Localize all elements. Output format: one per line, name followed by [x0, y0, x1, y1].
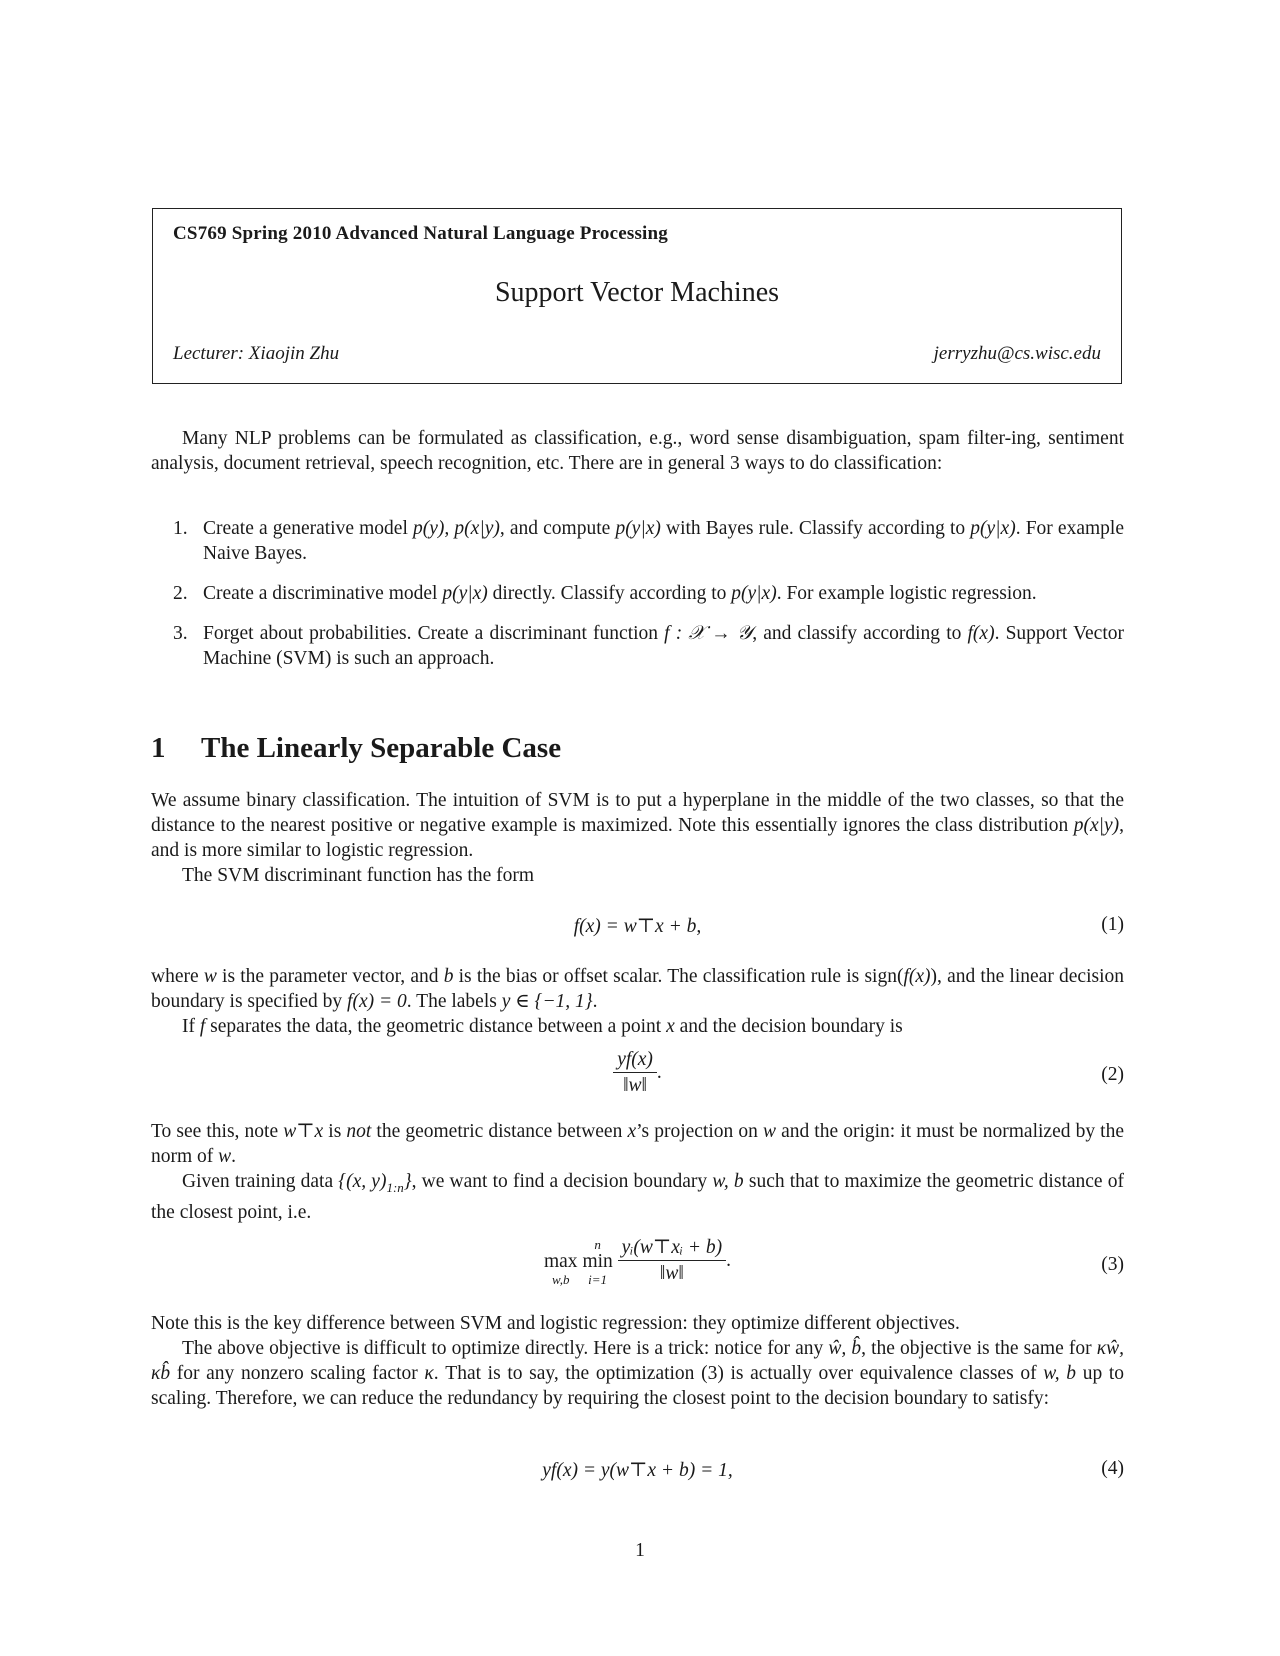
body-text: Given training data — [182, 1171, 339, 1192]
lecturer-email: jerryzhu@cs.wisc.edu — [933, 343, 1101, 364]
operator-subscript: w,b — [552, 1271, 570, 1287]
list-text: . Support Vector Machine (SVM) is such an approach. — [203, 623, 1124, 669]
math-inline: } — [403, 1171, 412, 1192]
equation-number: (4) — [1101, 1458, 1124, 1479]
math-inline: κ — [424, 1363, 434, 1384]
section-heading — [151, 732, 561, 765]
body-text: is the parameter vector, and — [216, 966, 444, 987]
body-text: and the decision boundary is — [674, 1016, 903, 1037]
fraction-denominator: ‖w‖ — [659, 1263, 684, 1284]
math-inline: w — [218, 1146, 232, 1167]
math-inline: b — [443, 966, 454, 987]
lecture-title: Support Vector Machines — [494, 277, 780, 308]
equation-3 — [151, 1236, 1124, 1296]
body-text: ), and the linear decision boundary is specified by — [151, 966, 1124, 1012]
body-paragraph — [151, 1169, 1124, 1225]
math-inline: w⊤x — [283, 1121, 324, 1142]
list-text: , and classify according to — [752, 623, 968, 644]
equation-2 — [151, 1048, 1124, 1104]
operator-superscript: n — [594, 1236, 601, 1252]
course-title: CS769 Spring 2010 Advanced Natural Language Processing — [173, 223, 669, 244]
body-text: for any nonzero scaling factor — [170, 1363, 425, 1384]
math-inline: p(y|x) — [731, 583, 777, 604]
equation-body: yf(x) = y(w⊤x + b) = 1, — [542, 1460, 733, 1481]
min-operator — [582, 1237, 612, 1287]
equation-number: (2) — [1101, 1064, 1124, 1085]
list-text: directly. Classify according to — [487, 583, 732, 604]
math-inline: y ∈ {−1, 1} — [501, 991, 593, 1012]
math-inline: f — [199, 1016, 206, 1037]
operator-subscript: i=1 — [588, 1271, 608, 1287]
section-number: 1 — [151, 732, 166, 764]
list-text: Create a discriminative model — [203, 583, 443, 604]
body-paragraph: The SVM discriminant function has the form — [182, 865, 535, 886]
list-text: . For example Naive Bayes. — [203, 518, 1124, 564]
equation-body — [151, 1236, 1124, 1287]
list-item-number: 2. — [173, 583, 188, 604]
approaches-list — [151, 516, 1124, 671]
list-item — [151, 621, 1124, 671]
body-text: such that to maximize the geometric distance of the closest point, i.e. — [151, 1171, 1124, 1223]
fraction — [613, 1048, 657, 1099]
body-paragraph — [151, 1119, 1124, 1169]
math-inline: x — [666, 1016, 675, 1037]
operator-label: max — [543, 1250, 578, 1272]
math-inline: ŵ, b̂ — [828, 1338, 862, 1359]
list-item — [151, 516, 1124, 566]
math-inline: f(x) — [967, 623, 995, 644]
list-item — [151, 581, 1124, 606]
math-inline: p(y|x) — [442, 583, 488, 604]
equation-body: f(x) = w⊤x + b, — [573, 916, 702, 937]
math-inline: w — [203, 966, 217, 987]
math-inline: p(y|x) — [615, 518, 661, 539]
intro-paragraph: Many NLP problems can be formulated as classification, e.g., word sense disambiguation, spam filter-ing, sentiment analysis, document retrieval, speech recognition, etc. There are in general 3 ways to do classification: — [151, 428, 1124, 474]
list-text: Create a generative model — [203, 518, 414, 539]
body-text: is — [323, 1121, 347, 1142]
math-inline: p(y), p(x|y) — [413, 518, 500, 539]
body-text: . — [592, 991, 598, 1012]
body-text: If — [182, 1016, 200, 1037]
math-inline: p(y|x) — [970, 518, 1016, 539]
fraction-denominator: ‖w‖ — [623, 1075, 648, 1096]
body-text: . That is to say, the optimization (3) is actually over equivalence classes of — [433, 1363, 1044, 1384]
math-inline: w, b — [1043, 1363, 1077, 1384]
math-inline: κŵ, κb̂ — [151, 1338, 1124, 1384]
fraction-numerator: yᵢ(w⊤xᵢ + b) — [618, 1236, 726, 1261]
equation-number: (1) — [1101, 914, 1124, 935]
equation-1 — [151, 914, 1124, 940]
lecture-header-box — [152, 208, 1122, 384]
list-item-number: 3. — [173, 623, 188, 644]
math-inline: w, b — [712, 1171, 744, 1192]
body-text: We assume binary classification. The intuition of SVM is to put a hyperplane in the middle of the two classes, so that the distance to the nearest positive or negative example is maximized. Note this essentially ignores the class distribution — [151, 790, 1124, 836]
fraction — [618, 1236, 726, 1287]
math-inline: p(x|y) — [1073, 815, 1120, 836]
body-text: , the objective is the same for — [861, 1338, 1097, 1359]
body-paragraph — [151, 1014, 1124, 1039]
body-text: . The labels — [406, 991, 502, 1012]
section-title: The Linearly Separable Case — [201, 732, 562, 764]
equation-number: (3) — [1101, 1254, 1124, 1275]
body-paragraph — [151, 964, 1124, 1014]
body-paragraph: Note this is the key difference between SVM and logistic regression: they optimize different objectives. — [151, 1313, 960, 1334]
body-text: and the origin: it must be normalized by the norm of — [151, 1121, 1124, 1167]
lecturer-name: Lecturer: Xiaojin Zhu — [173, 343, 340, 364]
equation-punctuation: . — [656, 1061, 662, 1083]
math-inline: f(x) = 0 — [347, 991, 407, 1012]
body-text: separates the data, the geometric distance between a point — [205, 1016, 667, 1037]
list-item-number: 1. — [173, 518, 188, 539]
math-subscript: 1:n — [386, 1179, 404, 1195]
math-inline: x — [627, 1121, 637, 1142]
math-inline: w — [762, 1121, 776, 1142]
fraction-numerator: yf(x) — [613, 1048, 657, 1073]
body-text: the geometric distance between — [371, 1121, 628, 1142]
list-text: . For example logistic regression. — [776, 583, 1037, 604]
body-text: where — [151, 966, 204, 987]
list-text: Forget about probabilities. Create a discriminant function — [203, 623, 665, 644]
math-inline: f(x) — [903, 966, 931, 987]
emphasis-text: not — [346, 1121, 372, 1142]
body-text: up to scaling. Therefore, we can reduce the redundancy by requiring the closest point to the decision boundary to satisfy: — [151, 1363, 1125, 1409]
math-inline: {(x, y) — [338, 1171, 387, 1192]
body-paragraph — [151, 788, 1124, 863]
list-text: with Bayes rule. Classify according to — [660, 518, 971, 539]
body-text: To see this, note — [151, 1121, 284, 1142]
equation-punctuation: . — [726, 1249, 732, 1271]
list-text: , and compute — [499, 518, 616, 539]
operator-label: min — [582, 1250, 613, 1272]
page-number: 1 — [635, 1540, 645, 1561]
body-text: The above objective is difficult to optimize directly. Here is a trick: notice for any — [182, 1338, 829, 1359]
equation-4 — [151, 1458, 1124, 1484]
math-inline: f : 𝒳 → 𝒴 — [664, 623, 753, 644]
body-text: is the bias or offset scalar. The classification rule is sign( — [453, 966, 904, 987]
body-text: , we want to find a decision boundary — [411, 1171, 713, 1192]
body-text: , and is more similar to logistic regression. — [151, 815, 1124, 861]
equation-body — [151, 1048, 1124, 1099]
body-text: . — [231, 1146, 237, 1167]
body-paragraph — [151, 1336, 1124, 1411]
max-operator — [544, 1237, 578, 1287]
body-text: ’s projection on — [636, 1121, 763, 1142]
